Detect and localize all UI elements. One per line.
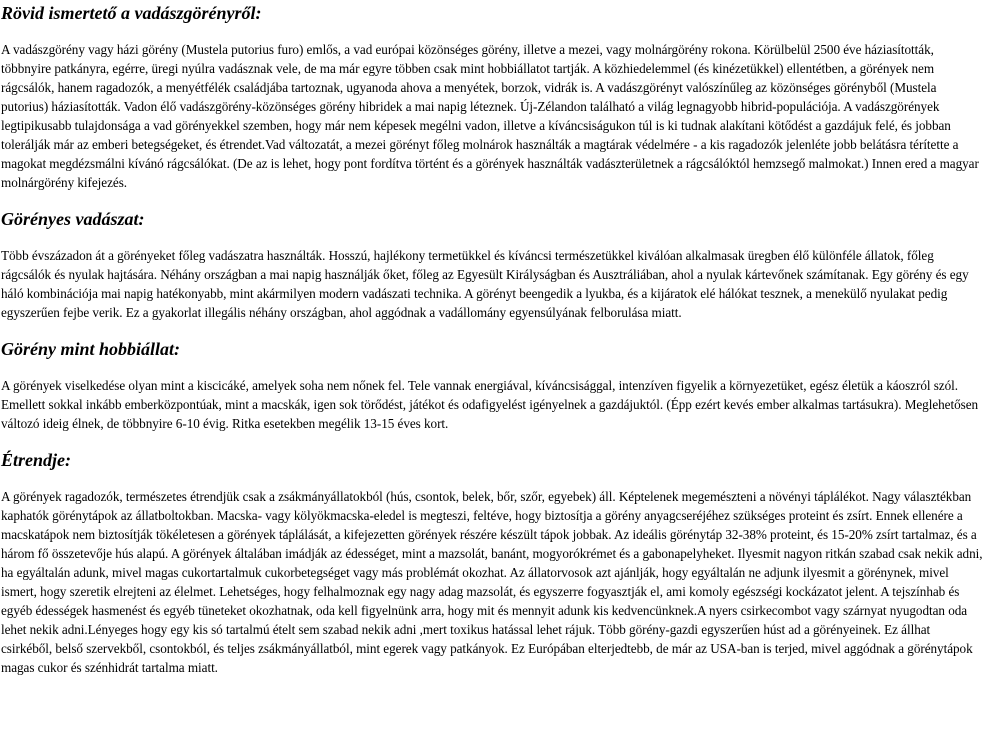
section-title-hunting: Görényes vadászat: — [1, 209, 145, 229]
section-text-intro: A vadászgörény vagy házi görény (Mustela putorius furo) emlős, a vad európai közönséges görény, illetve a mezei, vagy molnárgörény rokona. Körülbelül 2500 éve háziasították, többnyire patkányra, egérre, üregi nyúlra vadásznak vele, de ma már egyre többen csak mint hobbiállatot tartják. A közhiedelemmel (és kinézetükkel) ellentétben, a görények nem rágcsálók, hanem ragadozók, a menyétfélék családjába tartoznak, ugyanoda ahova a menyétek, borzok, vidrák is. A vadászgörényt valószínűleg az közönséges görényből (Mustela putorius) háziasították. Vadon élő vadászgörény-közönséges görény hibridek a mai napig léteznek. Új-Zélandon található a világ legnagyobb hibrid-populációja. A vadászgörények legtipikusabb tulajdonsága a vad görényekkel szemben, hogy már nem képesek megélni vadon, illetve a kíváncsiságukon túl is ki tudnak alakítani kötődést a gazdájuk felé, és jobban tolerálják már az emberi betegségeket, és étrendet.Vad változatát, a mezei görényt főleg molnárok használták a magtárak védelmére - a kis ragadozók jelenléte jobb belátásra térítette a magokat megdézsmálni kívánó rágcsálókat. (De az is lehet, hogy pont fordítva történt és a görények használták vadászterületnek a rágcsálóktól hemzsegő malmokat.) Innen ered a magyar molnárgörény kifejezés. — [1, 42, 979, 190]
section-title-pet: Görény mint hobbiállat: — [1, 339, 181, 359]
section-intro — [1, 2, 983, 192]
section-title-intro: Rövid ismertető a vadászgörényről: — [1, 3, 262, 23]
section-text-pet: A görények viselkedése olyan mint a kiscicáké, amelyek soha nem nőnek fel. Tele vannak energiával, kíváncsisággal, intenzíven figyelik a környezetüket, egész életük a káoszról szól. Emellett sokkal inkább emberközpontúak, mint a macskák, igen sok törődést, játékot és odafigyelést igényelnek a gazdájuktól. (Épp ezért kevés ember alkalmas tartásukra). Meglehetősen változó ideig élnek, de többnyire 6-10 évig. Ritka esetekben megélik 13-15 éves kort. — [1, 378, 979, 431]
section-hunting — [1, 208, 983, 322]
section-text-hunting: Több évszázadon át a görényeket főleg vadászatra használták. Hosszú, hajlékony termetükkel és kíváncsi természetükkel kiválóan alkalmasak üregben élő különféle állatok, főleg rágcsálók és nyulak hajtására. Néhány országban a mai napig használják őket, főleg az Egyesült Királyságban és Ausztráliában, ahol a nyulak kártevőnek számítanak. Egy görény és egy háló kombinációja mai napig hatékonyabb, mint akármilyen modern vadászati technika. A görényt beengedik a lyukba, és a kijáratok elé hálókat tesznek, a menekülő nyulakat pedig egyszerűen fejbe verik. Ez a gyakorlat illegális néhány országban, ahol aggódnak a vadállomány egyensúlyának felborulása miatt. — [1, 248, 969, 320]
section-diet — [1, 449, 983, 677]
section-pet — [1, 338, 983, 433]
section-title-diet: Étrendje: — [1, 450, 71, 470]
section-text-diet: A görények ragadozók, természetes étrendjük csak a zsákmányállatokból (hús, csontok, belek, bőr, szőr, egyebek) áll. Képtelenek megemészteni a növényi táplálékot. Nagy választékban kaphatók görénytápok az állatboltokban. Macska- vagy kölyökmacska-eledel is megteszi, feltéve, hogy biztosítja a görény anyagcseréjéhez szükséges proteint és zsírt. Ennek ellenére a macskatápok nem biztosítják tökéletesen a görények táplálását, a kifejezetten görények részére készült tápok jobbak. Az ideális görénytáp 32-38% proteint, és 15-20% zsírt tartalmaz, és a három fő összetevője hús alapú. A görények általában imádják az édességet, mint a mazsolát, banánt, mogyorókrémet és a gabonapelyheket. Ilyesmit nagyon ritkán szabad csak nekik adni, ha egyáltalán adunk, mivel magas cukortartalmuk cukorbetegséget vagy más problémát okozhat. Az állatorvosok azt ajánlják, hogy egyáltalán ne adjunk ilyesmit a görénynek, mivel ismert, hogy szeretik elrejteni az élelmet. Lehetséges, hogy felhalmoznak egy nagy adag mazsolát, és egyszerre fogyasztják el, ami komoly egészségi kockázatot jelent. A tejszínhab és egyéb édességek hasmenést és egyéb tüneteket okozhatnak, oda kell figyelnünk arra, hogy mit és mennyit adunk kis kedvencünknek.A nyers csirkecombot vagy szárnyat nyugodtan oda lehet nekik adni.Lényeges hogy egy kis só tartalmú ételt sem szabad nekik adni ,mert toxikus hatással lehet rájuk. Több görény-gazdi egyszerűen húst ad a görényeinek. Ez állhat csirkéből, belső szervekből, csontokból, és teljes zsákmányállatból, mint egerek vagy patkányok. Ez Európában elterjedtebb, de már az USA-ban is terjed, mivel aggódnak a görénytápok magas cukor és szénhidrát tartalma miatt. — [1, 489, 983, 675]
